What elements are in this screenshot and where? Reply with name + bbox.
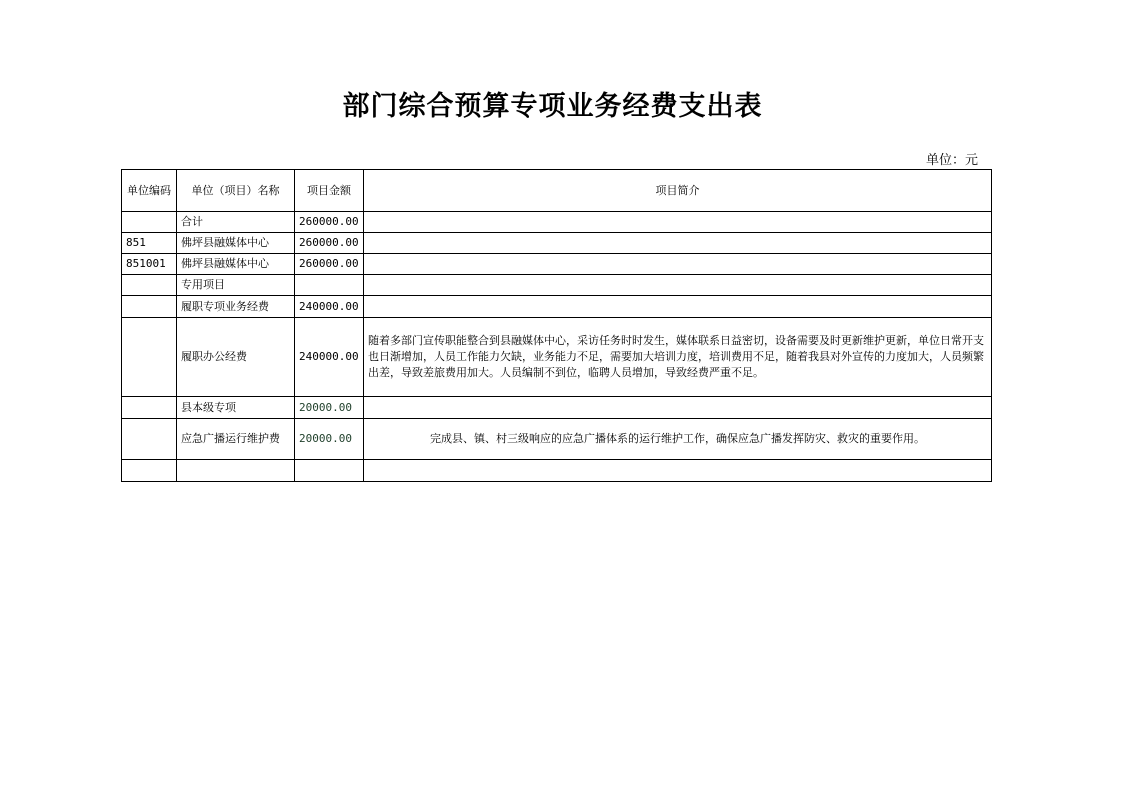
table-row <box>122 233 992 254</box>
cell-amount <box>295 275 364 296</box>
cell-amount: 240000.00 <box>295 296 364 318</box>
table-row <box>122 419 992 460</box>
budget-table <box>121 169 992 482</box>
table-row <box>122 397 992 419</box>
table-row <box>122 296 992 318</box>
cell-intro <box>364 233 992 254</box>
cell-amount: 20000.00 <box>295 419 364 460</box>
cell-name <box>177 460 295 482</box>
header-amount: 项目金额 <box>295 170 364 212</box>
table-row <box>122 460 992 482</box>
cell-intro <box>364 212 992 233</box>
cell-intro <box>364 397 992 419</box>
cell-code <box>122 397 177 419</box>
cell-code <box>122 296 177 318</box>
cell-code <box>122 419 177 460</box>
cell-name: 佛坪县融媒体中心 <box>177 254 295 275</box>
header-name: 单位（项目）名称 <box>177 170 295 212</box>
cell-code <box>122 318 177 397</box>
cell-name: 合计 <box>177 212 295 233</box>
cell-code <box>122 275 177 296</box>
table-row <box>122 275 992 296</box>
table-row <box>122 318 992 397</box>
cell-code: 851001 <box>122 254 177 275</box>
cell-code <box>122 460 177 482</box>
cell-amount: 240000.00 <box>295 318 364 397</box>
cell-name: 应急广播运行维护费 <box>177 419 295 460</box>
cell-intro <box>364 275 992 296</box>
cell-code <box>122 212 177 233</box>
cell-intro: 完成县、镇、村三级响应的应急广播体系的运行维护工作，确保应急广播发挥防灾、救灾的重要作用。 <box>364 419 992 460</box>
cell-amount: 260000.00 <box>295 254 364 275</box>
cell-name: 佛坪县融媒体中心 <box>177 233 295 254</box>
cell-code: 851 <box>122 233 177 254</box>
cell-amount: 260000.00 <box>295 212 364 233</box>
cell-amount <box>295 460 364 482</box>
cell-name: 履职办公经费 <box>177 318 295 397</box>
header-code: 单位编码 <box>122 170 177 212</box>
cell-intro <box>364 460 992 482</box>
cell-intro <box>364 296 992 318</box>
cell-intro: 随着多部门宣传职能整合到县融媒体中心，采访任务时时发生，媒体联系日益密切，设备需要及时更新维护更新，单位日常开支也日渐增加，人员工作能力欠缺，业务能力不足，需要加大培训力度，培训费用不足，随着我县对外宣传的力度加大，人员频繁出差，导致差旅费用加大。人员编制不到位，临聘人员增加，导致经费严重不足。 <box>364 318 992 397</box>
table-row <box>122 212 992 233</box>
cell-name: 专用项目 <box>177 275 295 296</box>
cell-name: 履职专项业务经费 <box>177 296 295 318</box>
table-header-row <box>122 170 992 212</box>
page-title: 部门综合预算专项业务经费支出表 <box>342 91 763 122</box>
unit-label: 单位：元 <box>926 153 979 168</box>
table-row <box>122 254 992 275</box>
header-intro: 项目简介 <box>364 170 992 212</box>
cell-intro <box>364 254 992 275</box>
cell-amount: 20000.00 <box>295 397 364 419</box>
cell-amount: 260000.00 <box>295 233 364 254</box>
cell-name: 县本级专项 <box>177 397 295 419</box>
